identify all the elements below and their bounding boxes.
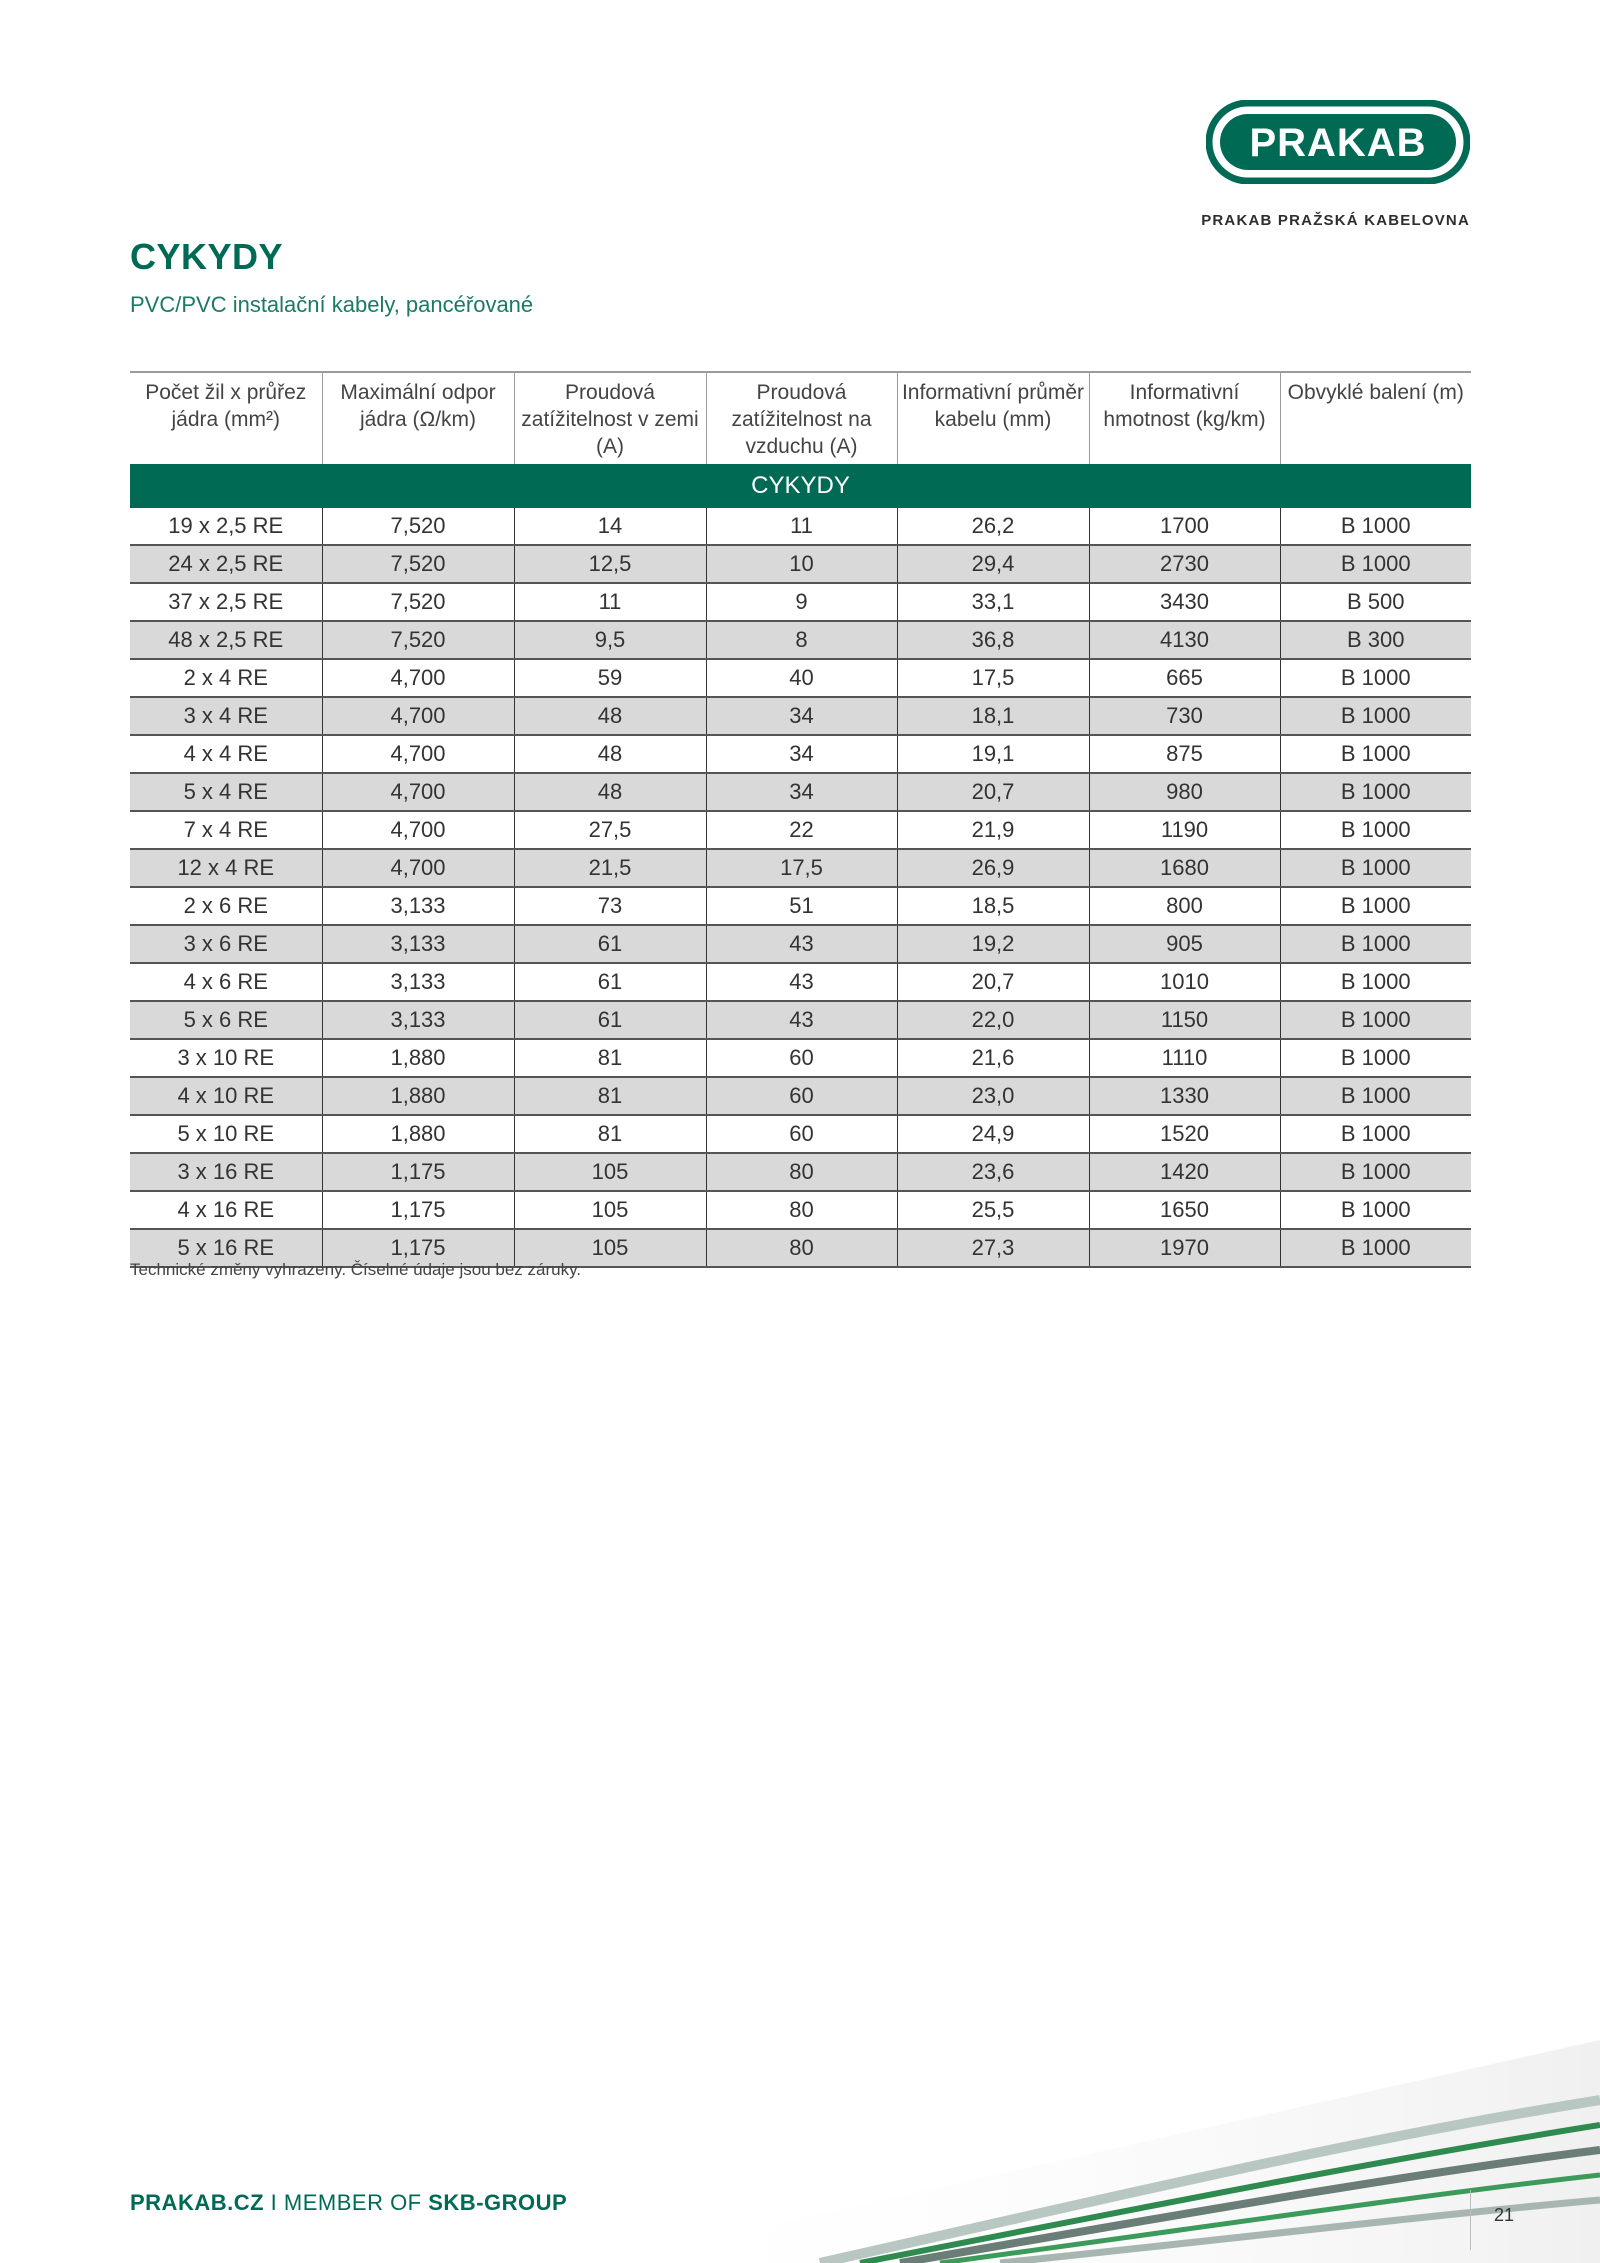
table-cell: 81 xyxy=(514,1039,706,1077)
table-cell: B 1000 xyxy=(1280,1153,1471,1191)
col-header-conductors: Počet žil x průřez jádra (mm²) xyxy=(130,372,322,464)
table-cell: 59 xyxy=(514,659,706,697)
table-cell: 8 xyxy=(706,621,897,659)
table-cell: 26,2 xyxy=(897,508,1089,545)
table-cell: B 1000 xyxy=(1280,925,1471,963)
table-cell: B 1000 xyxy=(1280,545,1471,583)
table-cell: 105 xyxy=(514,1153,706,1191)
table-cell: 2730 xyxy=(1089,545,1280,583)
table-cell: 29,4 xyxy=(897,545,1089,583)
table-cell: 5 x 10 RE xyxy=(130,1115,322,1153)
table-cell: 80 xyxy=(706,1191,897,1229)
table-cell: 1150 xyxy=(1089,1001,1280,1039)
table-cell: B 1000 xyxy=(1280,849,1471,887)
table-cell: 7,520 xyxy=(322,583,514,621)
table-cell: 800 xyxy=(1089,887,1280,925)
table-cell: 1330 xyxy=(1089,1077,1280,1115)
col-header-weight: Informativní hmotnost (kg/km) xyxy=(1089,372,1280,464)
table-cell: 4,700 xyxy=(322,659,514,697)
table-cell: 43 xyxy=(706,963,897,1001)
table-cell: 37 x 2,5 RE xyxy=(130,583,322,621)
table-cell: 60 xyxy=(706,1077,897,1115)
table-cell: 34 xyxy=(706,735,897,773)
table-cell: 9,5 xyxy=(514,621,706,659)
footer-site: PRAKAB.CZ xyxy=(130,2190,265,2215)
table-cell: B 1000 xyxy=(1280,735,1471,773)
table-cell: 4,700 xyxy=(322,735,514,773)
table-cell: 4,700 xyxy=(322,697,514,735)
table-cell: 4 x 16 RE xyxy=(130,1191,322,1229)
table-cell: 4,700 xyxy=(322,849,514,887)
table-cell: 14 xyxy=(514,508,706,545)
table-cell: 730 xyxy=(1089,697,1280,735)
table-cell: B 1000 xyxy=(1280,1115,1471,1153)
logo-text: PRAKAB xyxy=(1249,121,1427,165)
table-cell: 48 x 2,5 RE xyxy=(130,621,322,659)
company-name: PRAKAB PRAŽSKÁ KABELOVNA xyxy=(1201,212,1470,229)
table-cell: 875 xyxy=(1089,735,1280,773)
table-cell: B 1000 xyxy=(1280,1229,1471,1267)
table-cell: 9 xyxy=(706,583,897,621)
table-cell: 19,1 xyxy=(897,735,1089,773)
table-cell: B 300 xyxy=(1280,621,1471,659)
table-cell: 4,700 xyxy=(322,811,514,849)
table-cell: 4 x 4 RE xyxy=(130,735,322,773)
page-number: 21 xyxy=(1494,2205,1515,2225)
table-cell: 12,5 xyxy=(514,545,706,583)
table-cell: 21,5 xyxy=(514,849,706,887)
table-cell: 665 xyxy=(1089,659,1280,697)
table-cell: 61 xyxy=(514,925,706,963)
table-cell: 21,6 xyxy=(897,1039,1089,1077)
table-cell: 27,3 xyxy=(897,1229,1089,1267)
table-cell: 27,5 xyxy=(514,811,706,849)
table-cell: 1970 xyxy=(1089,1229,1280,1267)
table-cell: 3 x 16 RE xyxy=(130,1153,322,1191)
table-cell: 17,5 xyxy=(706,849,897,887)
table-cell: 1,880 xyxy=(322,1077,514,1115)
table-cell: 3,133 xyxy=(322,1001,514,1039)
table-cell: 19 x 2,5 RE xyxy=(130,508,322,545)
table-cell: 7,520 xyxy=(322,508,514,545)
table-cell: B 1000 xyxy=(1280,697,1471,735)
table-cell: 23,6 xyxy=(897,1153,1089,1191)
page-number-divider xyxy=(1470,2190,1471,2250)
table-cell: 10 xyxy=(706,545,897,583)
table-cell: 81 xyxy=(514,1077,706,1115)
table-cell: 1650 xyxy=(1089,1191,1280,1229)
disclaimer-note: Technické změny vyhrazeny. Číselné údaje jsou bez záruky. xyxy=(130,1260,582,1279)
col-header-diameter: Informativní průměr kabelu (mm) xyxy=(897,372,1089,464)
table-cell: 1,175 xyxy=(322,1191,514,1229)
table-cell: 3 x 6 RE xyxy=(130,925,322,963)
table-cell: 24 x 2,5 RE xyxy=(130,545,322,583)
col-header-current-air: Proudová zatížitelnost na vzduchu (A) xyxy=(706,372,897,464)
table-cell: 3 x 10 RE xyxy=(130,1039,322,1077)
table-cell: 905 xyxy=(1089,925,1280,963)
table-cell: 61 xyxy=(514,1001,706,1039)
table-cell: B 1000 xyxy=(1280,508,1471,545)
table-cell: B 1000 xyxy=(1280,659,1471,697)
table-cell: 48 xyxy=(514,773,706,811)
table-cell: 81 xyxy=(514,1115,706,1153)
table-cell: 5 x 4 RE xyxy=(130,773,322,811)
table-cell: 1190 xyxy=(1089,811,1280,849)
table-cell: B 500 xyxy=(1280,583,1471,621)
table-cell: 4,700 xyxy=(322,773,514,811)
table-cell: 23,0 xyxy=(897,1077,1089,1115)
table-cell: B 1000 xyxy=(1280,887,1471,925)
table-cell: 33,1 xyxy=(897,583,1089,621)
table-cell: 51 xyxy=(706,887,897,925)
table-cell: 48 xyxy=(514,697,706,735)
table-cell: 34 xyxy=(706,773,897,811)
table-cell: 25,5 xyxy=(897,1191,1089,1229)
table-cell: B 1000 xyxy=(1280,1039,1471,1077)
section-label: CYKYDY xyxy=(130,464,1471,508)
table-cell: 1110 xyxy=(1089,1039,1280,1077)
table-cell: 24,9 xyxy=(897,1115,1089,1153)
page-title: CYKYDY xyxy=(130,236,284,277)
table-cell: 21,9 xyxy=(897,811,1089,849)
table-cell: 980 xyxy=(1089,773,1280,811)
table-cell: 1,880 xyxy=(322,1115,514,1153)
table-cell: 1010 xyxy=(1089,963,1280,1001)
table-cell: 34 xyxy=(706,697,897,735)
table-cell: 43 xyxy=(706,1001,897,1039)
table-cell: 61 xyxy=(514,963,706,1001)
table-cell: 1,175 xyxy=(322,1229,514,1267)
table-cell: 1,880 xyxy=(322,1039,514,1077)
table-cell: 40 xyxy=(706,659,897,697)
table-cell: 22,0 xyxy=(897,1001,1089,1039)
table-cell: 18,1 xyxy=(897,697,1089,735)
table-cell: 7,520 xyxy=(322,545,514,583)
table-cell: 48 xyxy=(514,735,706,773)
table-cell: 1420 xyxy=(1089,1153,1280,1191)
table-cell: 3,133 xyxy=(322,925,514,963)
table-cell: 20,7 xyxy=(897,963,1089,1001)
table-cell: 60 xyxy=(706,1039,897,1077)
table-cell: 105 xyxy=(514,1191,706,1229)
table-cell: 2 x 4 RE xyxy=(130,659,322,697)
table-cell: 1680 xyxy=(1089,849,1280,887)
table-cell: 1,175 xyxy=(322,1153,514,1191)
table-cell: 36,8 xyxy=(897,621,1089,659)
table-cell: 1520 xyxy=(1089,1115,1280,1153)
table-cell: 80 xyxy=(706,1229,897,1267)
table-cell: 17,5 xyxy=(897,659,1089,697)
table-cell: 4130 xyxy=(1089,621,1280,659)
table-cell: 43 xyxy=(706,925,897,963)
page-subtitle: PVC/PVC instalační kabely, pancéřované xyxy=(130,292,534,317)
table-cell: 5 x 16 RE xyxy=(130,1229,322,1267)
col-header-resistance: Maximální odpor jádra (Ω/km) xyxy=(322,372,514,464)
table-cell: B 1000 xyxy=(1280,811,1471,849)
table-cell: 12 x 4 RE xyxy=(130,849,322,887)
table-cell: 11 xyxy=(514,583,706,621)
table-cell: 1700 xyxy=(1089,508,1280,545)
col-header-current-ground: Proudová zatížitelnost v zemi (A) xyxy=(514,372,706,464)
footer-group: SKB-GROUP xyxy=(428,2190,568,2215)
table-cell: 3430 xyxy=(1089,583,1280,621)
table-cell: 3,133 xyxy=(322,963,514,1001)
table-cell: 7 x 4 RE xyxy=(130,811,322,849)
table-cell: 2 x 6 RE xyxy=(130,887,322,925)
table-cell: B 1000 xyxy=(1280,773,1471,811)
table-cell: 5 x 6 RE xyxy=(130,1001,322,1039)
table-cell: 4 x 6 RE xyxy=(130,963,322,1001)
table-cell: B 1000 xyxy=(1280,1077,1471,1115)
table-cell: 18,5 xyxy=(897,887,1089,925)
table-cell: B 1000 xyxy=(1280,1001,1471,1039)
footer-separator: I MEMBER OF xyxy=(264,2190,429,2215)
table-cell: 11 xyxy=(706,508,897,545)
col-header-packaging: Obvyklé balení (m) xyxy=(1280,372,1471,464)
table-cell: 80 xyxy=(706,1153,897,1191)
table-cell: 22 xyxy=(706,811,897,849)
table-cell: 7,520 xyxy=(322,621,514,659)
table-cell: 3,133 xyxy=(322,887,514,925)
table-cell: B 1000 xyxy=(1280,963,1471,1001)
table-cell: 60 xyxy=(706,1115,897,1153)
footer-brand-line xyxy=(130,2190,567,2216)
table-cell: 19,2 xyxy=(897,925,1089,963)
table-cell: 3 x 4 RE xyxy=(130,697,322,735)
table-cell: 73 xyxy=(514,887,706,925)
table-cell: 105 xyxy=(514,1229,706,1267)
table-cell: 4 x 10 RE xyxy=(130,1077,322,1115)
table-cell: 20,7 xyxy=(897,773,1089,811)
table-cell: 26,9 xyxy=(897,849,1089,887)
table-cell: B 1000 xyxy=(1280,1191,1471,1229)
